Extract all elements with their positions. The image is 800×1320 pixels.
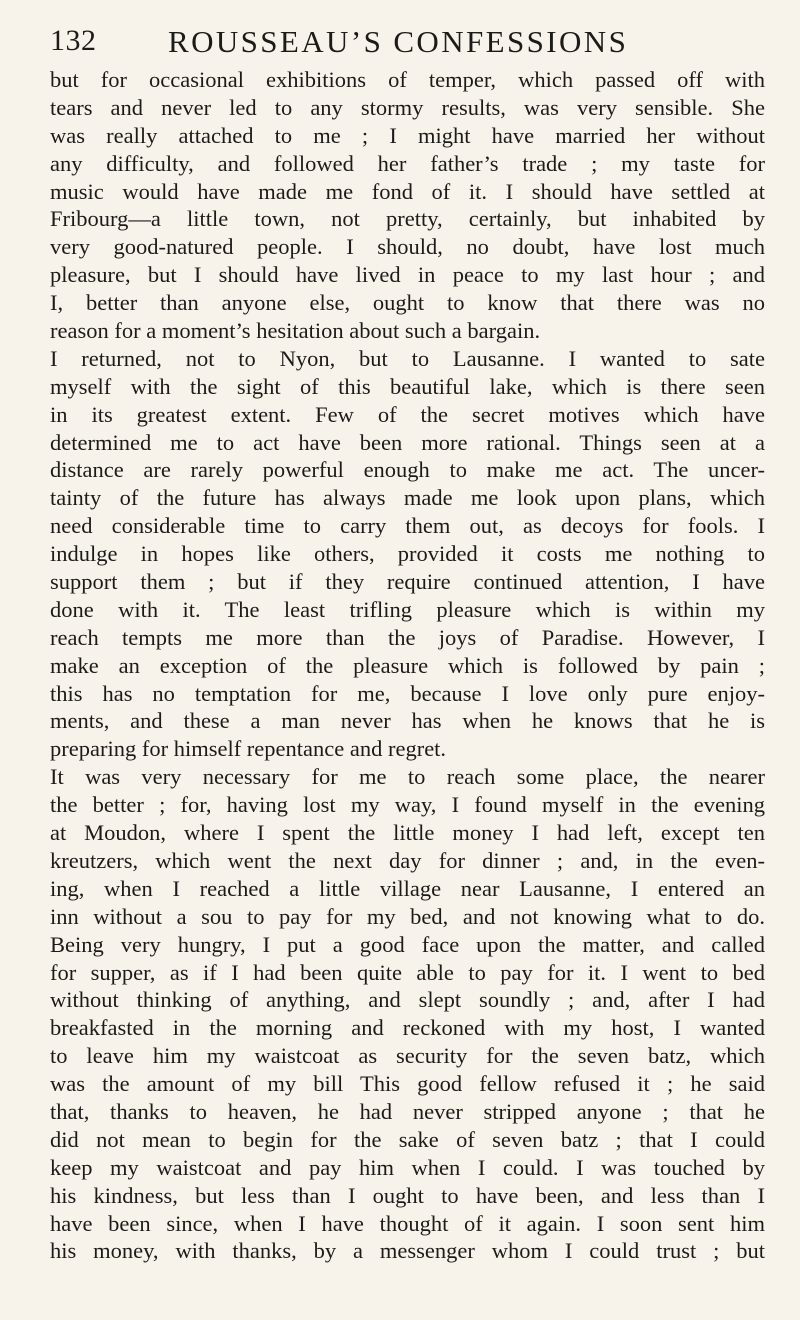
text-line: kreutzers, which went the next day for dinner ; and, in the even- [50,847,765,873]
text-line: was the amount of my bill This good fellow refused it ; he said [50,1071,765,1097]
text-line: but for occasional exhibitions of temper, which passed off with [50,67,765,92]
text-line: tears and never led to any stormy results, was very sensible. She [50,94,765,120]
text-line: reason for a moment’s hesitation about such a bargain. [50,318,541,344]
body-text [50,66,765,1265]
text-line: for supper, as if I had been quite able to pay for it. I went to bed [50,959,765,985]
text-line: have been since, when I have thought of it again. I soon sent him [50,1210,765,1236]
text-line: the better ; for, having lost my way, I found myself in the evening [50,792,765,818]
text-line: in its greatest extent. Few of the secret motives which have [50,401,765,427]
text-line: was really attached to me ; I might have married her without [50,122,765,148]
text-line: music would have made me fond of it. I should have settled at [50,178,765,204]
text-line: to leave him my waistcoat as security for the seven batz, which [50,1043,765,1069]
text-line: that, thanks to heaven, he had never stripped anyone ; that he [50,1098,765,1124]
text-line: without thinking of anything, and slept soundly ; and, after I had [50,987,765,1013]
running-title: ROUSSEAU’S CONFESSIONS [168,24,629,59]
text-line: support them ; but if they require continued attention, I have [50,569,765,595]
text-line: Fribourg—a little town, not pretty, certainly, but inhabited by [50,206,765,232]
text-line: pleasure, but I should have lived in peace to my last hour ; and [50,262,765,288]
text-line: need considerable time to carry them out, as decoys for fools. I [50,513,765,539]
text-line: It was very necessary for me to reach some place, the nearer [50,764,765,790]
text-line: reach tempts me more than the joys of Paradise. However, I [50,624,765,650]
book-page [50,18,765,1265]
text-line: did not mean to begin for the sake of seven batz ; that I could [50,1126,765,1152]
text-line: myself with the sight of this beautiful lake, which is there seen [50,373,765,399]
text-line: I returned, not to Nyon, but to Lausanne. I wanted to sate [50,345,765,371]
text-line: distance are rarely powerful enough to make me act. The uncer- [50,457,765,483]
text-line: keep my waistcoat and pay him when I could. I was touched by [50,1154,765,1180]
page-number: 132 [50,24,97,57]
text-line: this has no temptation for me, because I love only pure enjoy- [50,680,765,706]
text-line: determined me to act have been more rational. Things seen at a [50,429,765,455]
text-line: inn without a sou to pay for my bed, and not knowing what to do. [50,903,765,929]
text-line: indulge in hopes like others, provided it costs me nothing to [50,541,765,567]
text-line: at Moudon, where I spent the little money I had left, except ten [50,820,765,846]
text-line: make an exception of the pleasure which is followed by pain ; [50,652,765,678]
text-line: Being very hungry, I put a good face upon the matter, and called [50,931,765,957]
text-line: ing, when I reached a little village near Lausanne, I entered an [50,875,765,901]
text-line: any difficulty, and followed her father’s trade ; my taste for [50,150,765,176]
text-line: I, better than anyone else, ought to know that there was no [50,290,765,316]
text-line: preparing for himself repentance and regret. [50,736,447,762]
text-line: done with it. The least trifling pleasure which is within my [50,596,765,622]
text-line: ments, and these a man never has when he knows that he is [50,708,765,734]
page-header [50,18,765,66]
text-line: breakfasted in the morning and reckoned with my host, I wanted [50,1015,765,1041]
text-line: his kindness, but less than I ought to have been, and less than I [50,1182,765,1208]
text-line: very good-natured people. I should, no doubt, have lost much [50,234,765,260]
text-line: tainty of the future has always made me look upon plans, which [50,485,765,511]
text-line: his money, with thanks, by a messenger whom I could trust ; but [50,1238,765,1264]
